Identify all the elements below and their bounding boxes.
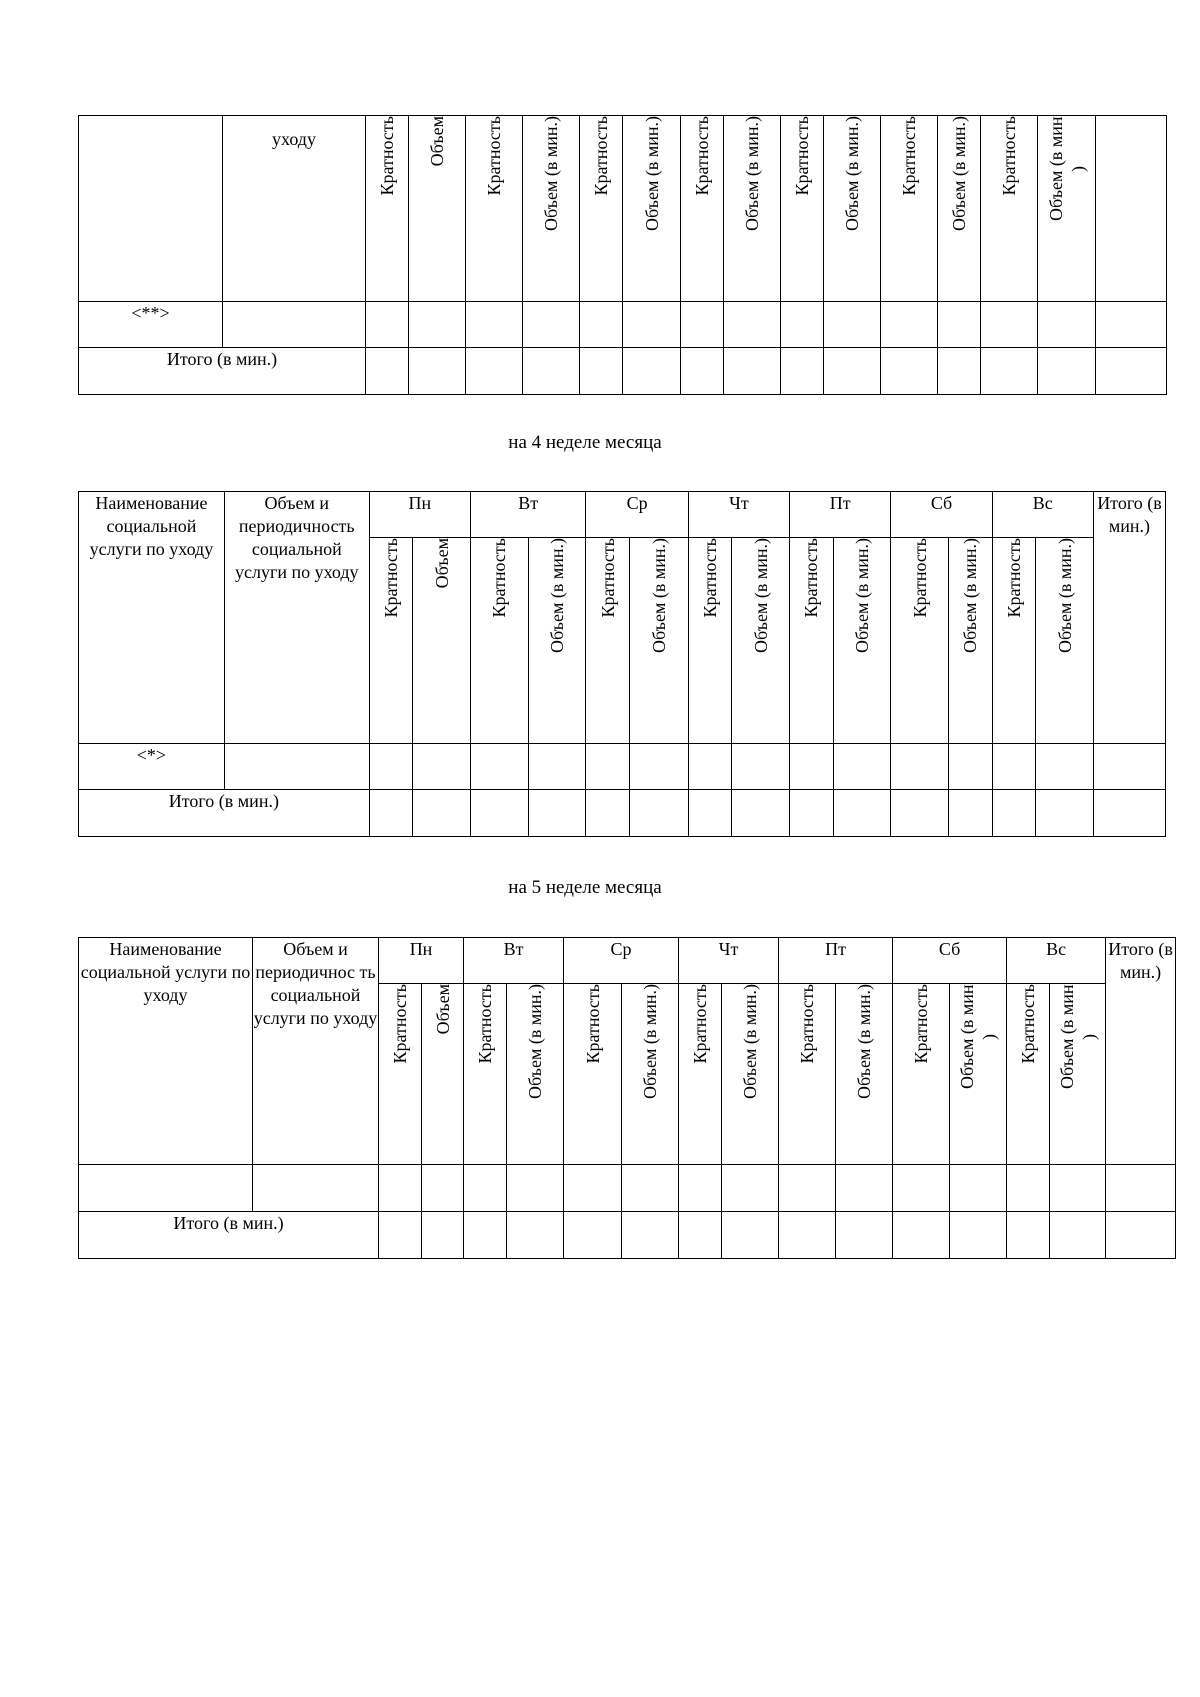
header-service-volume: Объем и периодичность социальной услуги по уходу — [224, 492, 369, 744]
sub-header-wed-vol: Объем (в мин.) — [623, 116, 681, 302]
sub-header-mon-vol: Объем — [422, 984, 464, 1165]
sub-header-tue-freq: Кратность — [464, 984, 507, 1165]
sub-header-thu-freq: Кратность — [681, 116, 724, 302]
header-service-name: Наименование социальной услуги по уходу — [79, 492, 225, 744]
sub-header-sat-freq: Кратность — [893, 984, 950, 1165]
header-total: Итого (в мин.) — [1106, 938, 1176, 1165]
service-volume-header: уходу — [223, 116, 366, 302]
day-header-thu: Чт — [679, 938, 779, 984]
header-service-volume: Объем и периодичнос ть социальной услуги по уходу — [253, 938, 379, 1165]
sub-header-mon-freq: Кратность — [366, 116, 409, 302]
day-header-sun: Вс — [992, 492, 1093, 538]
row-footnote-mark: <*> — [79, 744, 225, 790]
sub-header-fri-freq: Кратность — [790, 538, 834, 744]
day-header-tue: Вт — [471, 492, 586, 538]
sub-header-tue-vol: Объем (в мин.) — [507, 984, 564, 1165]
sub-header-tue-vol: Объем (в мин.) — [528, 538, 586, 744]
sub-header-thu-freq: Кратность — [679, 984, 722, 1165]
week5-caption: на 5 неделе месяца — [508, 877, 662, 898]
sub-header-thu-vol: Объем (в мин.) — [722, 984, 779, 1165]
day-header-mon: Пн — [379, 938, 464, 984]
sub-header-sun-vol: Объем (в мин ) — [1050, 984, 1106, 1165]
sub-header-sun-freq: Кратность — [981, 116, 1038, 302]
day-header-tue: Вт — [464, 938, 564, 984]
sub-header-fri-vol: Объем (в мин.) — [824, 116, 881, 302]
day-header-wed: Ср — [564, 938, 679, 984]
sub-header-sat-vol: Объем (в мин ) — [950, 984, 1007, 1165]
sub-header-sun-freq: Кратность — [1007, 984, 1050, 1165]
sub-header-sun-vol: Объем (в мин ) — [1038, 116, 1096, 302]
sub-header-mon-freq: Кратность — [379, 984, 422, 1165]
header-service-name: Наименование социальной услуги по уходу — [79, 938, 253, 1165]
empty-service-cell — [79, 1165, 253, 1212]
day-header-sun: Вс — [1007, 938, 1106, 984]
header-total: Итого (в мин.) — [1093, 492, 1165, 744]
sub-header-wed-vol: Объем (в мин.) — [630, 538, 689, 744]
sub-header-sat-vol: Объем (в мин.) — [949, 538, 993, 744]
sub-header-wed-freq: Кратность — [586, 538, 630, 744]
sub-header-tue-freq: Кратность — [466, 116, 523, 302]
day-header-fri: Пт — [790, 492, 891, 538]
sub-header-thu-vol: Объем (в мин.) — [724, 116, 781, 302]
sub-header-mon-freq: Кратность — [369, 538, 413, 744]
week4-caption: на 4 неделе месяца — [508, 432, 662, 453]
day-header-sat: Сб — [893, 938, 1007, 984]
sub-header-fri-vol: Объем (в мин.) — [833, 538, 891, 744]
total-row-label: Итого (в мин.) — [79, 348, 366, 395]
sub-header-tue-vol: Объем (в мин.) — [523, 116, 580, 302]
day-header-wed: Ср — [586, 492, 688, 538]
sub-header-fri-vol: Объем (в мин.) — [836, 984, 893, 1165]
day-header-mon: Пн — [369, 492, 470, 538]
sub-header-wed-vol: Объем (в мин.) — [622, 984, 679, 1165]
sub-header-tue-freq: Кратность — [471, 538, 529, 744]
sub-header-mon-vol: Объем — [413, 538, 471, 744]
service-name-cell — [79, 116, 223, 302]
total-row-label: Итого (в мин.) — [79, 1212, 379, 1259]
sub-header-sat-freq: Кратность — [881, 116, 938, 302]
sub-header-mon-vol: Объем — [409, 116, 466, 302]
sub-header-sat-vol: Объем (в мин.) — [938, 116, 981, 302]
sub-header-wed-freq: Кратность — [564, 984, 622, 1165]
schedule-table-week5 — [78, 937, 1176, 1259]
day-header-thu: Чт — [688, 492, 789, 538]
schedule-table-week3-continuation — [78, 115, 1167, 395]
total-row-label: Итого (в мин.) — [79, 790, 370, 837]
sub-header-wed-freq: Кратность — [580, 116, 623, 302]
sub-header-sun-freq: Кратность — [992, 538, 1036, 744]
sub-header-thu-vol: Объем (в мин.) — [732, 538, 790, 744]
schedule-table-week4 — [78, 491, 1166, 837]
sub-header-fri-freq: Кратность — [779, 984, 836, 1165]
sub-header-thu-freq: Кратность — [688, 538, 732, 744]
sub-header-fri-freq: Кратность — [781, 116, 824, 302]
day-header-sat: Сб — [891, 492, 992, 538]
day-header-fri: Пт — [779, 938, 893, 984]
row-footnote-mark: <**> — [79, 302, 223, 348]
sub-header-sat-freq: Кратность — [891, 538, 949, 744]
total-col-cell — [1096, 116, 1167, 302]
sub-header-sun-vol: Объем (в мин.) — [1036, 538, 1094, 744]
